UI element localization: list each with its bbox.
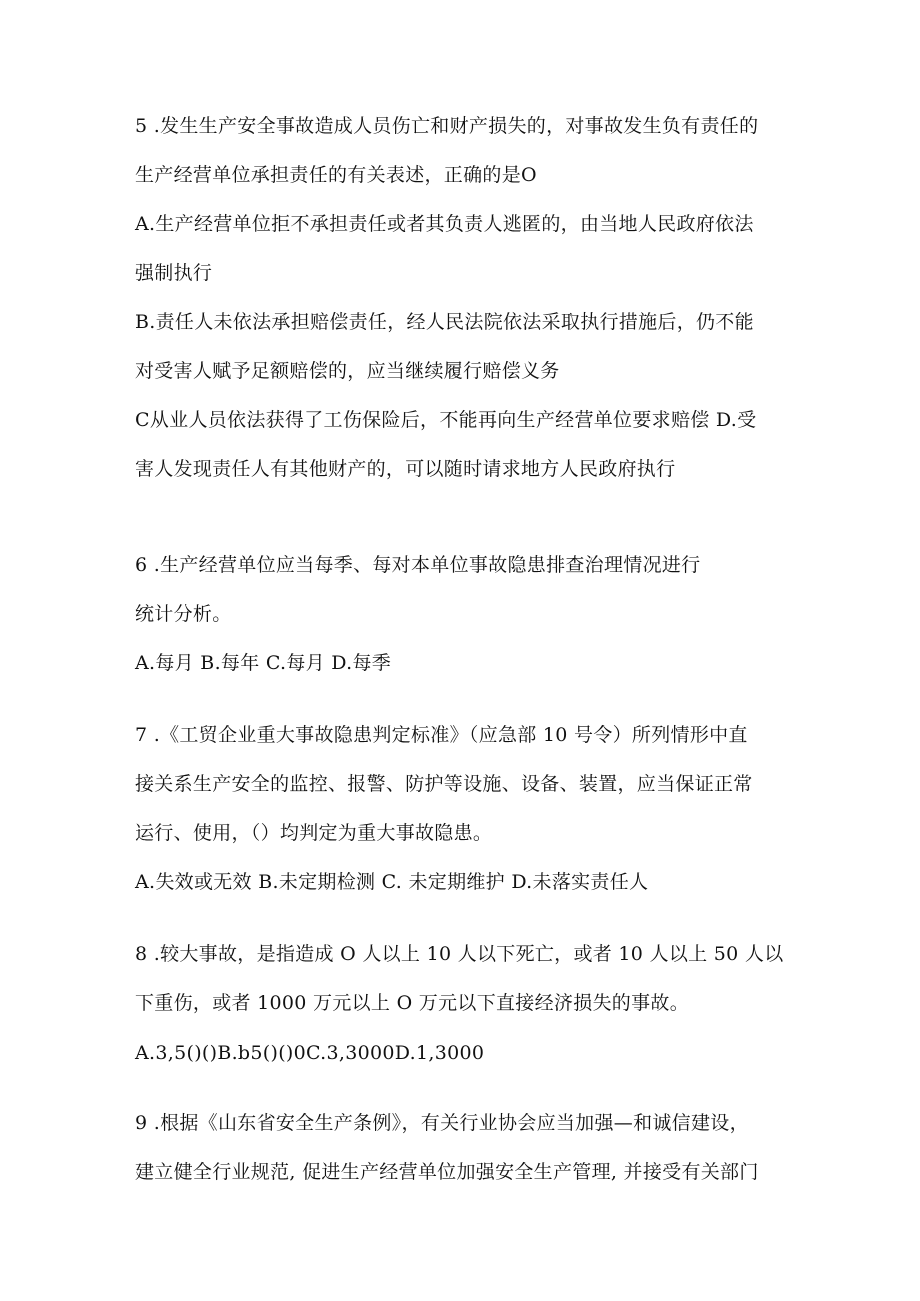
q5-option-b-line-1: B.责任人未依法承担赔偿责任，经人民法院依法采取执行措施后，仍不能 — [135, 311, 754, 333]
q6-stem-line-2: 统计分析。 — [135, 603, 232, 625]
q6-stem-line-1: 6 .生产经营单位应当每季、每对本单位事故隐患排查治理情况进行 — [135, 554, 701, 576]
q5-option-b-line-2: 对受害人赋予足额赔偿的，应当继续履行赔偿义务 — [135, 360, 560, 382]
q7-stem-line-3: 运行、使用，（）均判定为重大事故隐患。 — [135, 822, 493, 844]
q5-option-a-line-1: A.生产经营单位拒不承担责任或者其负责人逃匿的，由当地人民政府依法 — [135, 213, 754, 235]
q6-options: A.每月 B.每年 C.每月 D.每季 — [135, 652, 392, 674]
q8-stem-line-2: 下重伤，或者 1000 万元以上 O 万元以下直接经济损失的事故。 — [135, 992, 689, 1014]
q8-stem-line-1: 8 .较大事故，是指造成 O 人以上 10 人以下死亡，或者 10 人以上 50 人以 — [135, 943, 784, 965]
q8-options: A.3,5()()B.b5()()0C.3,3000D.1,3000 — [135, 1042, 485, 1064]
q9-stem-line-2: 建立健全行业规范, 促进生产经营单位加强安全生产管理, 并接受有关部门 — [135, 1161, 759, 1183]
q7-stem-line-2: 接关系生产安全的监控、报警、防护等设施、设备、装置，应当保证正常 — [135, 773, 753, 795]
q5-stem-line-2: 生产经营单位承担责任的有关表述，正确的是O — [135, 164, 537, 186]
q5-option-d-line: 害人发现责任人有其他财产的，可以随时请求地方人民政府执行 — [135, 458, 676, 480]
q5-option-c-line: C从业人员依法获得了工伤保险后，不能再向生产经营单位要求赔偿 D.受 — [135, 409, 757, 431]
q5-stem-line-1: 5 .发生生产安全事故造成人员伤亡和财产损失的，对事故发生负有责任的 — [135, 115, 759, 137]
q7-options: A.失效或无效 B.未定期检测 C. 未定期维护 D.未落实责任人 — [135, 871, 649, 893]
q9-stem-line-1: 9 .根据《山东省安全生产条例》，有关行业协会应当加强—和诚信建设， — [135, 1112, 749, 1134]
q7-stem-line-1: 7 .《工贸企业重大事故隐患判定标准》（应急部 10 号令）所列情形中直 — [135, 724, 748, 746]
q5-option-a-line-2: 强制执行 — [135, 262, 213, 284]
